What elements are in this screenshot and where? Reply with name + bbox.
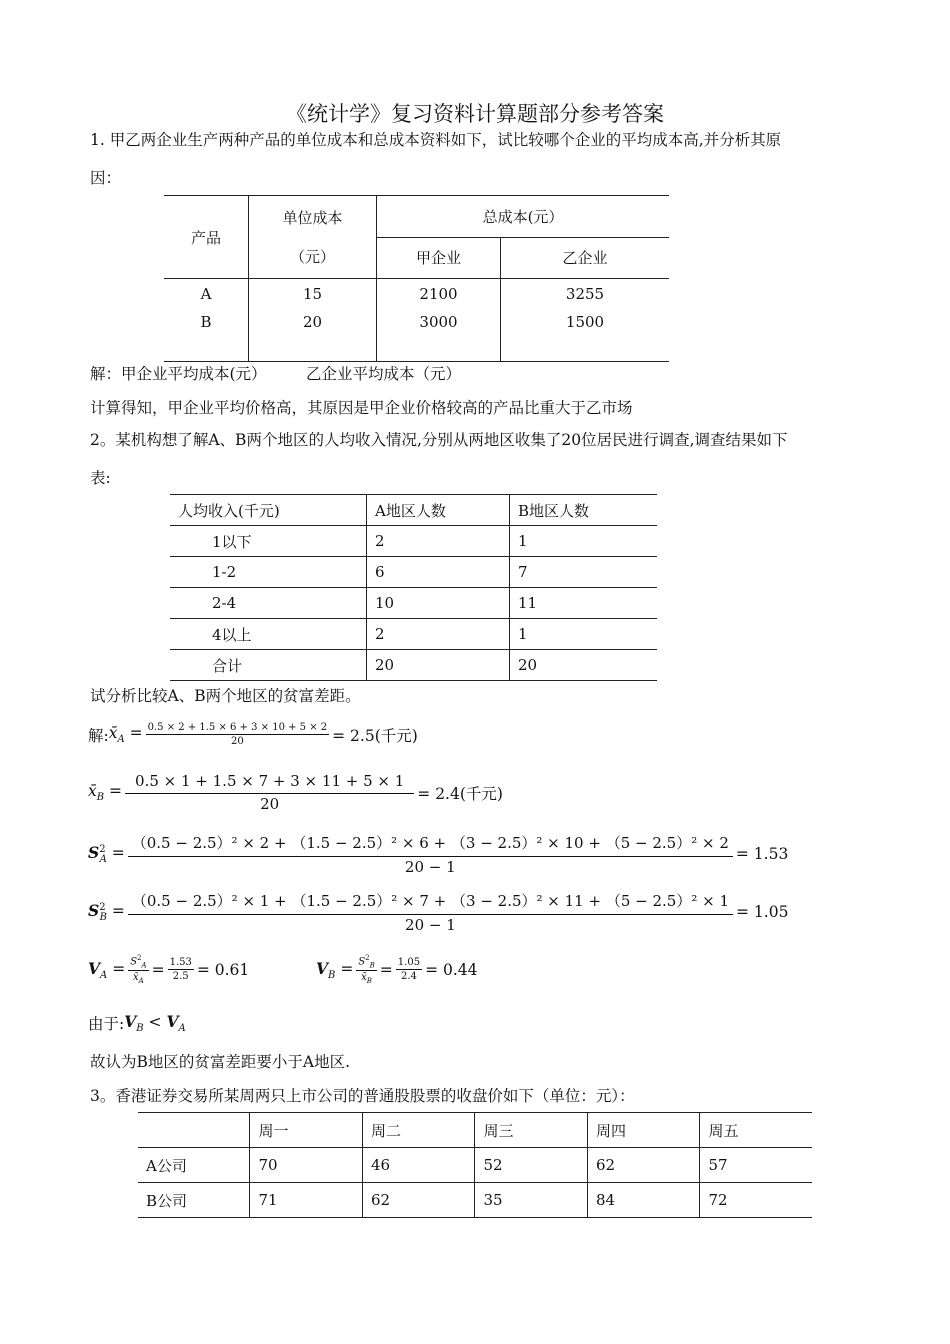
q3-cell: 72 xyxy=(700,1183,812,1218)
q1-cell-yi-a: 3255 xyxy=(501,279,670,310)
q1-th-product: 产品 xyxy=(164,196,249,279)
q3-cell: 70 xyxy=(250,1148,363,1183)
q3-cell: 52 xyxy=(475,1148,588,1183)
mean-b-numerator: 0.5 × 1 + 1.5 × 7 + 3 × 11 + 5 × 1 xyxy=(125,772,414,794)
q2-row-income: 1-2 xyxy=(170,557,367,588)
q1-cell-product-a: A xyxy=(164,279,249,310)
sol-prefix: 解: xyxy=(88,726,109,745)
q2-row-b: 7 xyxy=(510,557,658,588)
q3-cell: 62 xyxy=(362,1183,475,1218)
q2-row-a: 2 xyxy=(367,526,510,557)
q1-text-line1: 1. 甲乙两企业生产两种产品的单位成本和总成本资料如下，试比较哪个企业的平均成本高,并分析其原 xyxy=(90,131,782,149)
cv-a-symbol: $V_A$ = xyxy=(88,958,126,981)
page-title: 《统计学》复习资料计算题部分参考答案 xyxy=(286,102,664,126)
since-prefix: 由于: xyxy=(88,1015,125,1034)
q3-th-thu: 周四 xyxy=(587,1113,700,1148)
q1-table xyxy=(164,195,669,362)
q2-row-a: 20 xyxy=(367,650,510,681)
mean-b-fraction xyxy=(125,772,414,813)
q2-row-a: 2 xyxy=(367,619,510,650)
q2-row-income: 2-4 xyxy=(170,588,367,619)
q2-row-total: 合计 xyxy=(170,650,367,681)
variance-b-numerator: （0.5 − 2.5）² × 1 + （1.5 − 2.5）² × 7 + （3 − 2.5）² × 11 + （5 − 2.5）² × 1 xyxy=(128,890,733,915)
variance-a-denominator: 20 − 1 xyxy=(404,858,456,876)
q3-cell: 35 xyxy=(475,1183,588,1218)
mean-a-denominator: 20 xyxy=(231,736,244,747)
q2-row-b: 11 xyxy=(510,588,658,619)
cv-a-numerator: 1.53 xyxy=(169,957,192,969)
cv-b-symbol: $V_B$ = xyxy=(316,958,354,981)
q1-cell-jia-b: 3000 xyxy=(377,309,501,362)
eq-since xyxy=(88,1012,186,1034)
q2-row-a: 10 xyxy=(367,588,510,619)
eq-variance-b xyxy=(88,890,788,934)
variance-a-result: = 1.53 xyxy=(735,845,789,863)
variance-a-symbol: $S^2_A$ = xyxy=(88,842,125,866)
variance-b-fraction xyxy=(128,890,733,934)
q3-cell: 57 xyxy=(700,1148,812,1183)
q3-cell: 62 xyxy=(587,1148,700,1183)
q3-th-wed: 周三 xyxy=(475,1113,588,1148)
eq-cv-a: $V_A$ = $\frac{S^2_A}{x̄_A}$ = $\frac{1.53}{2.5}$ = 0.61 xyxy=(88,954,250,986)
q2-table xyxy=(170,494,657,681)
cv-b-numerator: 1.05 xyxy=(397,957,421,969)
q3-row-label: B公司 xyxy=(138,1183,250,1218)
since-inequality: $V_B < V_A$ xyxy=(124,1012,186,1035)
q1-solution: 解：甲企业平均成本(元） 乙企业平均成本（元） xyxy=(90,365,461,383)
cv-a-denominator: 2.5 xyxy=(172,971,189,983)
q1-text-line2: 因： xyxy=(90,169,122,187)
variance-b-denominator: 20 − 1 xyxy=(405,916,456,934)
q1-cell-unit-b: 20 xyxy=(249,309,377,362)
cv-b-numeric-fraction xyxy=(396,957,422,982)
q3-th-empty xyxy=(138,1113,250,1148)
q1-th-unit-cost xyxy=(249,196,377,279)
cv-a-symbolic-fraction: $\frac{S^2_A}{x̄_A}$ xyxy=(130,954,147,986)
mean-b-result: = 2.4(千元) xyxy=(417,784,503,803)
cv-b-result: = 0.44 xyxy=(425,960,478,979)
q1-th-jia: 甲企业 xyxy=(377,237,501,279)
eq-mean-b xyxy=(88,772,503,813)
cv-b-denominator: 2.4 xyxy=(400,971,417,983)
q1-cell-jia-a: 2100 xyxy=(377,279,501,310)
q1-cell-product-b: B xyxy=(164,309,249,362)
cv-a-numeric-fraction xyxy=(168,957,194,982)
mean-a-fraction xyxy=(146,722,330,747)
mean-b-symbol: $x̄_B$ = xyxy=(88,781,123,804)
q2-question: 试分析比较A、B两个地区的贫富差距。 xyxy=(90,687,361,705)
q3-row-label: A公司 xyxy=(138,1148,250,1183)
variance-a-numerator: （0.5 − 2.5）² × 2 + （1.5 − 2.5）² × 6 + （3 − 2.5）² × 10 + （5 − 2.5）² × 2 xyxy=(128,832,733,857)
q2-th-income: 人均收入(千元) xyxy=(170,495,367,526)
q1-th-unit-cost-unit: （元） xyxy=(289,248,335,266)
q3-cell: 84 xyxy=(587,1183,700,1218)
mean-a-numerator: 0.5 × 2 + 1.5 × 6 + 3 × 10 + 5 × 2 xyxy=(147,722,328,733)
eq-variance-a xyxy=(88,832,788,876)
q1-cell-yi-b: 1500 xyxy=(501,309,670,362)
cv-a-result: = 0.61 xyxy=(196,960,250,979)
q1-cell-unit-a: 15 xyxy=(249,279,377,310)
q3-th-fri: 周五 xyxy=(700,1113,812,1148)
q2-row-income: 1以下 xyxy=(170,526,367,557)
q1-th-unit-cost-label: 单位成本 xyxy=(282,209,343,227)
eq-mean-a xyxy=(88,722,418,747)
q3-th-tue: 周二 xyxy=(362,1113,475,1148)
q2-row-a: 6 xyxy=(367,557,510,588)
q2-row-b: 1 xyxy=(510,526,658,557)
q3-cell: 46 xyxy=(362,1148,475,1183)
q3-table xyxy=(138,1112,812,1218)
cv-b-symbolic-fraction: $\frac{S^2_B}{x̄_B}$ xyxy=(358,954,375,986)
q2-row-income: 4以上 xyxy=(170,619,367,650)
variance-b-result: = 1.05 xyxy=(736,903,789,921)
q2-text-line1: 2。某机构想了解A、B两个地区的人均收入情况,分别从两地区收集了20位居民进行调查,调查结果如下 xyxy=(90,431,788,449)
mean-a-result: = 2.5(千元) xyxy=(332,726,418,745)
q2-row-b: 1 xyxy=(510,619,658,650)
variance-a-fraction xyxy=(128,832,733,876)
q3-th-mon: 周一 xyxy=(250,1113,363,1148)
q2-final: 故认为B地区的贫富差距要小于A地区. xyxy=(90,1053,351,1071)
q1-th-yi: 乙企业 xyxy=(501,237,670,279)
mean-b-denominator: 20 xyxy=(260,795,280,813)
mean-a-symbol: $x̄_A$ = xyxy=(108,723,143,746)
q3-cell: 71 xyxy=(250,1183,363,1218)
q3-text: 3。香港证券交易所某周两只上市公司的普通股股票的收盘价如下（单位：元）： xyxy=(90,1087,635,1105)
q1-conclusion: 计算得知，甲企业平均价格高，其原因是甲企业价格较高的产品比重大于乙市场 xyxy=(90,399,633,417)
q2-th-b: B地区人数 xyxy=(510,495,658,526)
eq-cv-b: $V_B$ = $\frac{S^2_B}{x̄_B}$ = $\frac{1.05}{2.4}$ = 0.44 xyxy=(316,954,478,986)
q2-th-a: A地区人数 xyxy=(367,495,510,526)
q2-row-b: 20 xyxy=(510,650,658,681)
q1-th-total-cost: 总成本(元） xyxy=(377,196,670,238)
variance-b-symbol: $S^2_B$ = xyxy=(88,900,125,924)
q2-text-line2: 表: xyxy=(90,469,111,487)
